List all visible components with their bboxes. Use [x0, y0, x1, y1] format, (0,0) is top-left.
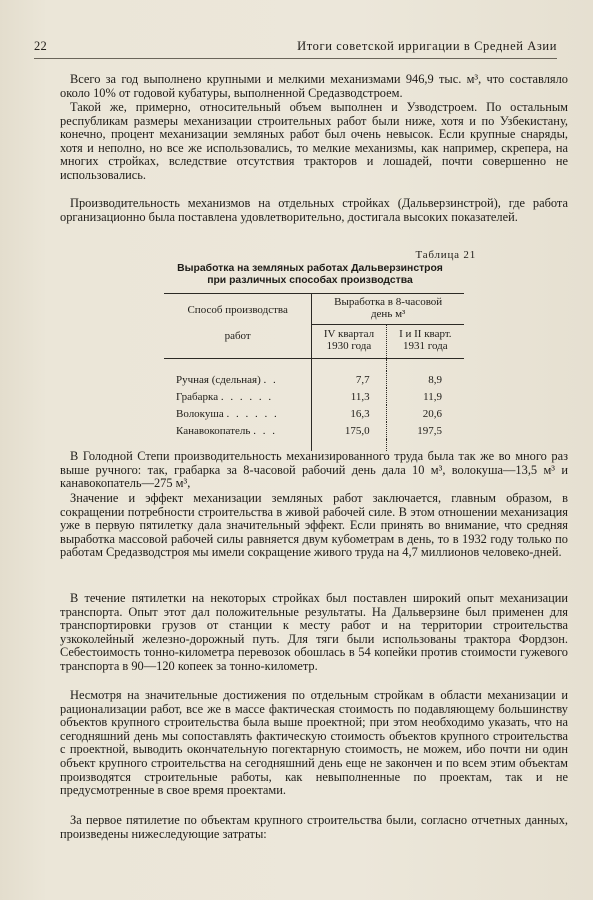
- cell-q12-1931: 11,9: [386, 388, 464, 405]
- cell-q4-1930: 7,7: [312, 371, 386, 388]
- page-number: 22: [34, 39, 47, 53]
- subheader-q4-line-2: 1930 года: [326, 340, 372, 352]
- running-title: Итоги советской ирригации в Средней Азии: [297, 39, 557, 53]
- leader-dots: . . . . . .: [226, 407, 279, 420]
- cell-q12-1931: 197,5: [386, 422, 464, 439]
- subheader-q12-line-2: 1931 года: [402, 340, 448, 352]
- paragraph-8: За первое пятилетие по объектам крупного строительства были, согласно отчетных данных, произведены нижеследующие затраты:: [60, 813, 568, 841]
- method-header-line-1: Способ производства: [187, 304, 288, 316]
- table-caption-line-2: при различных способах производства: [207, 275, 413, 286]
- method-column-header: [164, 294, 312, 359]
- leader-dots: . . .: [253, 424, 277, 437]
- leader-dots: . . . . . .: [220, 390, 274, 403]
- table-label: Таблица 21: [415, 249, 476, 261]
- page-header: [34, 38, 557, 59]
- paragraph-7: Несмотря на значительные достижения по отдельным стройкам в области механизации и рационализации работ, все же в массе фактическая стоимость по подавляющему большинству объектов крупного строительства была выше проектной; при этом необходимо указать, что на сегодняшний день мы сопоставлять фактическую стоимость объектов крупного строительства с проектной, выводить окончательную погектарную стоимость, не можем, ибо почти ни один объект крупного строительства на сегодняшний день еще не закончен и по всем этим объектам производятся строительные работы, как невыполненные по проектам, так и не предусмотренные в свое время проектами.: [60, 688, 568, 798]
- table-caption-line-1: Выработка на земляных работах Дальверзинстроя: [177, 263, 443, 274]
- cell-q4-1930: 16,3: [312, 405, 386, 422]
- table-row: [164, 405, 464, 422]
- cell-q12-1931: 8,9: [386, 371, 464, 388]
- method-header-line-2: работ: [224, 330, 251, 342]
- output-column-header: [312, 294, 464, 325]
- paragraph-2: Такой же, примерно, относительный объем выполнен и Узводстроем. По остальным республикам размеры механизации строительных работ были ниже, хотя и по Узбекистану, конечно, процент механизации земляных работ был очень невысок. Если крупные снаряды, хотя и неполно, но все же использовались, то мелкие механизмы, как например, скрепера, на многих стройках, вследствие отсутствия тракторов и лошадей, почти совершенно не использовались.: [60, 100, 568, 182]
- cell-q4-1930: 175,0: [312, 422, 386, 439]
- paragraph-6: В течение пятилетки на некоторых стройках был поставлен широкий опыт механизации транспорта. Опыт этот дал положительные результаты. На Дальверзине был применен для транспортировки грузов от станции к месту работ и на территории строительства узкоколейный железно-дорожный путь. Для тяги были использованы трактора Фордзон. Себестоимость тонно-километра перевозок обошлась в 54 копейки против стоимости гужевого транспорта в 90—120 копеек за тонно-километр.: [60, 591, 568, 673]
- table-row: [164, 388, 464, 405]
- paragraph-5: Значение и эффект механизации земляных работ заключается, главным образом, в сокращении потребности строительства в живой рабочей силе. В этом отношении механизация уже в первую пятилетку дала значительный эффект. Если принять во внимание, что средняя выработка массовой рабочей силы равняется двум кубометрам в день, то в 1932 году только по работам Средазводстроя мы имели сокращение живого труда на 4,7 миллионов человеко-дней.: [60, 491, 568, 560]
- table-row: [164, 371, 464, 388]
- output-header-line-2: день м³: [370, 308, 406, 320]
- subheader-q12-1931: [386, 325, 464, 359]
- cell-q12-1931: 20,6: [386, 405, 464, 422]
- productivity-table: [164, 293, 464, 451]
- table-row: [164, 422, 464, 439]
- row-method: Ручная (сдельная): [176, 373, 261, 386]
- subheader-q12-line-1: I и II кварт.: [399, 328, 452, 340]
- subheader-q4-line-1: IV квартал: [323, 328, 375, 340]
- paragraph-3: Производительность механизмов на отдельных стройках (Дальверзинстрой), где работа организационно была поставлена удовлетворительно, достигала высоких показателей.: [60, 196, 568, 224]
- row-method: Волокуша: [176, 407, 224, 420]
- table-caption: [150, 263, 470, 287]
- output-header-line-1: Выработка в 8-часовой: [334, 296, 443, 308]
- row-method: Канавокопатель: [176, 424, 251, 437]
- cell-q4-1930: 11,3: [312, 388, 386, 405]
- subheader-q4-1930: [312, 325, 386, 359]
- paragraph-4: В Голодной Степи производительность механизированного труда была так же во много раз выше ручного: так, грабарка за 8-часовой рабочий день дала 10 м³, волокуша—13,5 м³ и канавокопатель—275 м³,: [60, 449, 568, 491]
- paragraph-1: Всего за год выполнено крупными и мелкими механизмами 946,9 тыс. м³, что составляло около 10% от годовой кубатуры, выполненной Средазводстроем.: [60, 72, 568, 100]
- row-method: Грабарка: [176, 390, 219, 403]
- leader-dots: . .: [263, 373, 278, 386]
